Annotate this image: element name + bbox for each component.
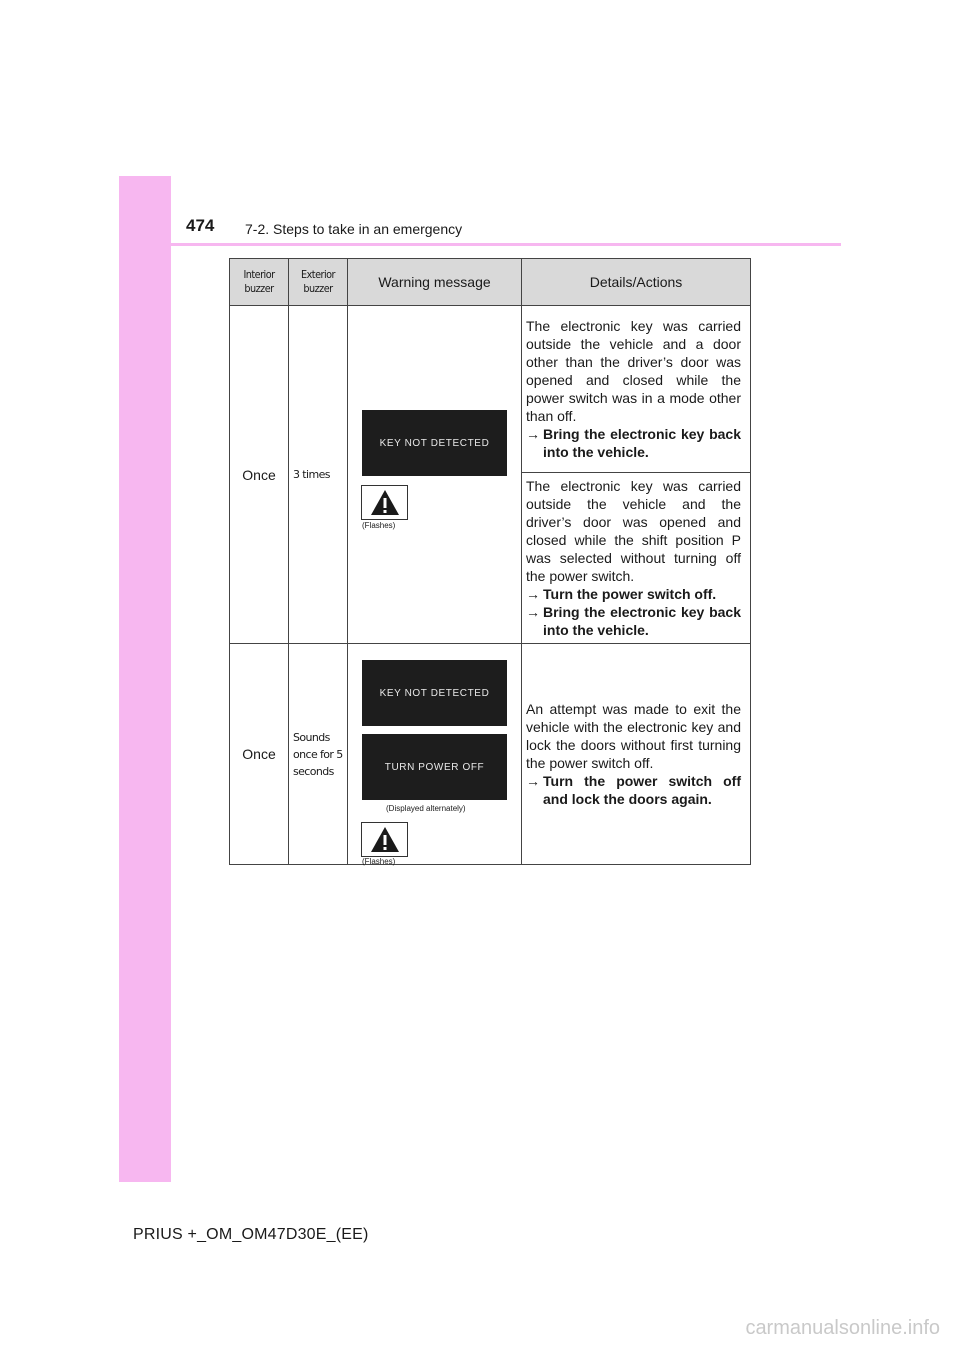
arrow-icon: → bbox=[526, 426, 540, 442]
arrow-icon: → bbox=[526, 604, 540, 620]
page-number: 474 bbox=[186, 216, 215, 235]
header-warning-message: Warning message bbox=[348, 259, 522, 306]
exterior-buzzer-cell: Sounds once for 5 seconds bbox=[289, 644, 348, 865]
warning-triangle-icon bbox=[361, 822, 408, 857]
warning-message-cell bbox=[348, 306, 522, 644]
exterior-buzzer-cell: 3 times bbox=[289, 306, 348, 644]
details-description: The electronic key was carried outside the vehicle and the driver’s door was opened and closed while the shift position P was selected without turning off the power switch. bbox=[526, 478, 741, 584]
details-cell bbox=[522, 306, 751, 473]
table-header-row bbox=[230, 259, 751, 306]
action-item: → Bring the electronic key back into the vehicle. bbox=[526, 426, 741, 460]
table-row bbox=[230, 306, 751, 473]
arrow-icon: → bbox=[526, 586, 540, 602]
details-cell bbox=[522, 473, 751, 644]
details-cell bbox=[522, 644, 751, 865]
watermark: carmanualsonline.info bbox=[745, 1317, 940, 1339]
flashes-caption: (Flashes) bbox=[362, 521, 396, 530]
warning-triangle-icon bbox=[361, 485, 408, 520]
interior-buzzer-cell: Once bbox=[230, 306, 289, 644]
interior-buzzer-cell: Once bbox=[230, 644, 289, 865]
display-screen: KEY NOT DETECTED bbox=[362, 660, 507, 726]
warning-table bbox=[229, 258, 751, 865]
table-row bbox=[230, 644, 751, 865]
warning-message-cell bbox=[348, 644, 522, 865]
arrow-icon: → bbox=[526, 773, 540, 789]
display-screen: KEY NOT DETECTED bbox=[362, 410, 507, 476]
header-interior-buzzer: Interior buzzer bbox=[230, 259, 289, 306]
displayed-alternately-caption: (Displayed alternately) bbox=[386, 804, 466, 813]
action-item: → Bring the electronic key back into the vehicle. bbox=[526, 604, 741, 638]
header-rule bbox=[119, 243, 841, 246]
section-title: 7-2. Steps to take in an emergency bbox=[245, 221, 463, 237]
side-color-band bbox=[119, 176, 171, 1182]
details-description: The electronic key was carried outside the vehicle and a door other than the driver’s door was opened and closed while the power switch was in a mode other than off. bbox=[526, 318, 741, 424]
flashes-caption: (Flashes) bbox=[362, 857, 396, 866]
details-description: An attempt was made to exit the vehicle with the electronic key and lock the doors without first turning the power switch off. bbox=[526, 701, 741, 771]
display-screen: TURN POWER OFF bbox=[362, 734, 507, 800]
footer-document-code: PRIUS +_OM_OM47D30E_(EE) bbox=[133, 1226, 369, 1243]
action-item: → Turn the power switch off and lock the doors again. bbox=[526, 773, 741, 807]
header-details-actions: Details/Actions bbox=[522, 259, 751, 306]
action-item: → Turn the power switch off. bbox=[526, 586, 717, 602]
header-exterior-buzzer: Exterior buzzer bbox=[289, 259, 348, 306]
